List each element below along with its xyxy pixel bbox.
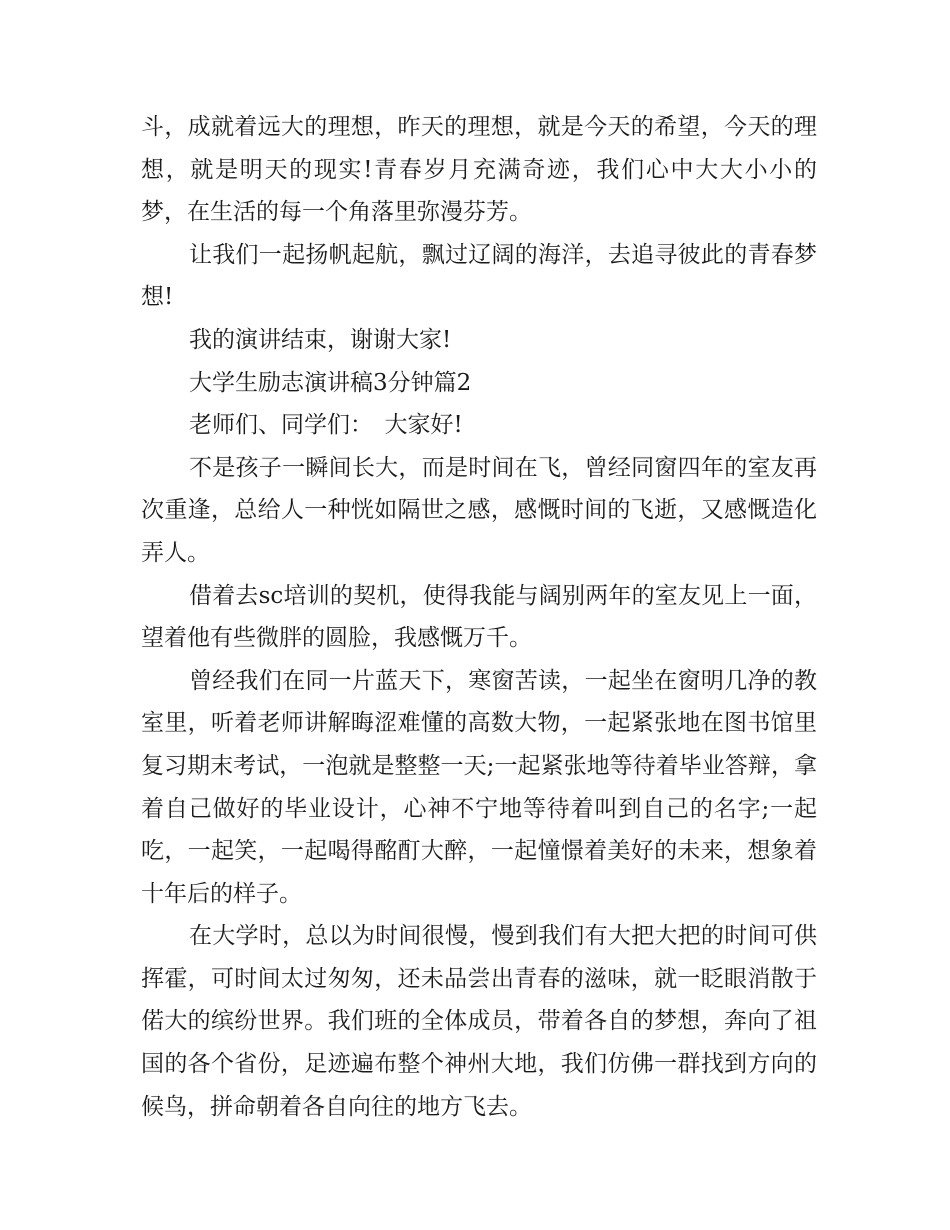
paragraph: 让我们一起扬帆起航，飘过辽阔的海洋，去追寻彼此的青春梦想! bbox=[141, 241, 817, 311]
paragraph: 不是孩子一瞬间长大，而是时间在飞，曾经同窗四年的室友再次重逢，总给人一种恍如隔世之感，感慨时间的飞逝，又感慨造化弄人。 bbox=[141, 454, 817, 566]
paragraph: 借着去sc培训的契机，使得我能与阔别两年的室友见上一面，望着他有些微胖的圆脸，我感慨万千。 bbox=[141, 582, 817, 652]
paragraph: 我的演讲结束，谢谢大家! bbox=[189, 326, 452, 353]
paragraph: 在大学时，总以为时间很慢，慢到我们有大把大把的时间可供挥霍，可时间太过匆匆，还未品尝出青春的滋味，就一眨眼消散于偌大的缤纷世界。我们班的全体成员，带着各自的梦想，奔向了祖国的各个省份，足迹遍布整个神州大地，我们仿佛一群找到方向的候鸟，拼命朝着各自向往的地方飞去。 bbox=[141, 923, 817, 1120]
document-body bbox=[141, 106, 817, 1128]
section-heading: 大学生励志演讲稿3分钟篇2 bbox=[189, 369, 472, 396]
salutation: 老师们、同学们： 大家好! bbox=[189, 412, 463, 439]
paragraph: 曾经我们在同一片蓝天下，寒窗苦读，一起坐在窗明几净的教室里，听着老师讲解晦涩难懂的高数大物，一起紧张地在图书馆里复习期末考试，一泡就是整整一天;一起紧张地等待着毕业答辩，拿着自己做好的毕业设计，心神不宁地等待着叫到自己的名字;一起吃，一起笑，一起喝得酩酊大醉，一起憧憬着美好的未来，想象着十年后的样子。 bbox=[141, 667, 817, 907]
paragraph-continuation: 斗，成就着远大的理想，昨天的理想，就是今天的希望，今天的理想，就是明天的现实!青春岁月充满奇迹，我们心中大大小小的梦，在生活的每一个角落里弥漫芬芳。 bbox=[141, 114, 817, 226]
